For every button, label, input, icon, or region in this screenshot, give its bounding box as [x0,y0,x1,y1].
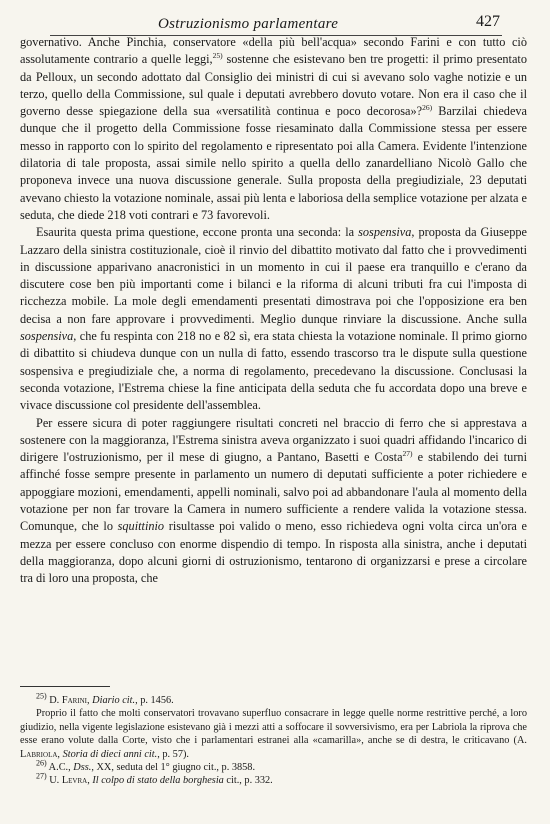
author-name: Levra [61,775,88,787]
italic-text: Dss. [73,762,92,774]
text-run: , [57,748,63,760]
footnote-reference: 27) [402,449,413,459]
text-run: D. [46,695,62,706]
text-run: Per essere sicura di poter raggiungere risultati concreti nel braccio di ferro che si apprestava a sostenere con la maggioranza, l'Estrema sinistra aveva organizzato i suoi quadri affidando l'incarico di dirigere l'ostruzionismo, per il mese di giugno, a Pantano, Basetti e Costa [20,415,527,465]
footnote [20,707,527,761]
text-run: e stabilendo dei turni affinché fosse sempre presente in parlamento un numero di deputati sufficiente a poter richiedere e appoggiare mozioni, emendamenti, appelli nominali, salvo poi ad abbandonare l'aula al momento della votazione per non far trovare la Camera in numero sufficiente a rendere valida la votazione stessa. Comunque, che lo [20,450,527,534]
page-number: 427 [476,13,500,30]
text-run: sostenne che esistevano ben tre progetti: il primo presentato da Pelloux, un secondo adottato dal Consiglio dei ministri di cui si avevano solo vaghe notizie e un terzo, quello della Commissione, sul quale i deputati avrebbero dovuto votare. Non era il caso che il governo desse spiegazione della sua «versatilità continua e poco decorosa»? [20,52,527,119]
text-run: cit., p. 332. [223,775,273,787]
text-run: , che fu respinta con 218 no e 82 sì, era stata chiesta la votazione nominale. Il primo giorno di dibattito si chiudeva dunque con un nulla di fatto, essendo trascorso tra le dispute sulla questione sospensiva e pregiudiziale che, a norma di regolamento, precedevano la discussione. Conclusasi la seconda votazione, l'Estrema chiese la fine anticipata della seduta che fu accordata dopo una breve e vivace discussione col presidente dell'assemblea. [20,329,527,413]
text-run: , [87,695,93,706]
text-run: , p. 1456. [135,695,174,706]
italic-text: Diario cit. [92,695,136,706]
body-text [20,34,527,588]
text-run: Esaurita questa prima questione, eccone pronta una seconda: la [36,225,359,240]
page-header [50,8,502,34]
text-run: risultasse poi valido o meno, esso richiedeva ogni volta circa un'ora e mezza per essere concluso con enorme dispendio di tempo. In risposta alla sinistra, anche i deputati della maggioranza, dopo alcuni giorni di ostruzionismo, tentarono di organizzarsi e prese a circolare tra di loro una proposta, che [20,519,527,586]
text-run: , [87,775,93,787]
italic-text: sospensiva [358,225,412,240]
text-run: U. [46,775,62,787]
italic-text: squittinio [117,519,165,534]
footnotes [20,691,527,788]
footnote [20,774,527,787]
author-name: Farini [61,695,88,706]
text-run: , p. 57). [157,748,189,760]
text-run: Barzilai chiedeva dunque che il progetto della Commissione fosse riesaminato dalla Commissione stessa per essere messo in rapporto con lo spirito del regolamento e ripresentato poi alla Camera. Evidente l'intenzione dilatoria di tale proposta, assai simile nello spirito a quella dello zanardelliano Nicolò Gallo che proponeva invece una nuova discussione generale. Sulla proposta della pregiudiziale, 23 deputati avevano chiesto la votazione nominale, assai più lenta e laboriosa della semplice votazione per alzata e seduta, che diede 218 voti contrari e 73 favorevoli. [20,104,528,222]
text-run: governativo. Anche Pinchia, conservatore «della più bell'acqua» secondo Farini e con tutto ciò assolutamente contrario a quelle leggi, [20,35,527,67]
footnote-number: 27) [36,772,47,782]
text-run: Proprio il fatto che molti conservatori trovavano superfluo consacrare in legge quelle norme restrittive perché, a loro giudizio, nella vigente legislazione esistevano già i mezzi atti a soffocare il sovversivismo, era per Labriola la riprova che esse erano volute dalla Corte, visto che i parlamentari estranei alla «camarilla», anche se di destra, le criticavano (A. [20,708,527,747]
italic-text: Storia di dieci anni cit. [62,748,158,760]
footnote [20,758,527,774]
footnote-reference: 26) [422,103,433,113]
footnote-number: 25) [36,691,47,701]
author-name: Labriola [20,748,58,760]
text-run: A.C., [46,762,74,774]
footnote-reference: 25) [212,51,223,61]
italic-text: Il colpo di stato della borghesia [92,775,224,787]
paragraph [20,415,527,588]
running-title: Ostruzionismo parlamentare [158,16,339,32]
italic-text: sospensiva [20,329,74,344]
footnote [20,691,527,707]
footnote-separator [20,686,110,687]
paragraph [20,34,527,224]
paragraph [20,224,527,414]
text-run: , proposta da Giuseppe Lazzaro della sinistra costituzionale, cioè il rinvio del dibattito motivato dal fatto che i provvedimenti in discussione apparivano anacronistici in un momento in cui il paese era tranquillo e c'erano da discutere cose ben più importanti come i bilanci e la riforma di alcuni tributi fra cui l'imposta di ricchezza mobile. La mole degli emendamenti presentati dimostrava poi che l'opposizione era ben decisa a non fare approvare i provvedimenti. Meglio dunque rinviare la discussione. Anche sulla [20,225,528,326]
text-run: , XX, seduta del 1° giugno cit., p. 3858. [91,762,256,774]
footnote-number: 26) [36,758,47,768]
